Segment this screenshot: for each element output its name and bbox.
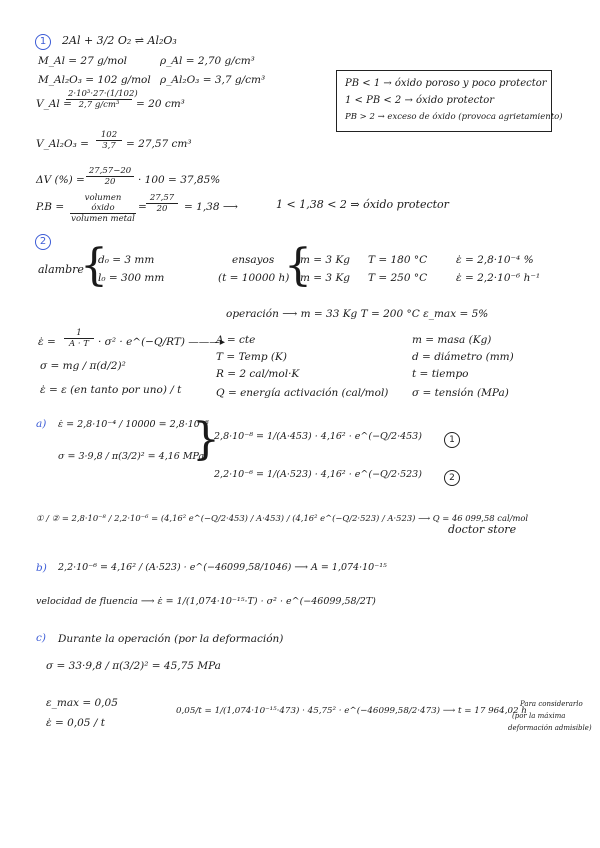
- part-c-max-strain: ε_max = 0,05: [46, 697, 118, 709]
- part-c-note-line-1: Para considerarlo: [520, 700, 583, 708]
- part-a-equation-1: 2,8·10⁻⁸ = 1/(A·453) · 4,16² · e^(−Q/2·453): [214, 431, 422, 442]
- creep-eq-fraction: [64, 328, 94, 349]
- volume-oxide-fraction: [96, 130, 122, 151]
- pb-denominator-words: volumen metal: [71, 214, 135, 224]
- density-al2o3: ρ_Al₂O₃ = 3,7 g/cm³: [160, 74, 266, 86]
- pb-criteria-line-3: PB > 2 → exceso de óxido (provoca agrietamiento): [345, 112, 563, 122]
- initial-diameter: d₀ = 3 mm: [98, 254, 155, 266]
- volume-al-denominator: 2,7 g/cm³: [78, 100, 120, 110]
- part-c-strain-rate: ε̇ = 0,05 / t: [46, 717, 105, 729]
- volume-oxide-denominator: 3,7: [102, 141, 116, 151]
- alambre-label: alambre: [38, 263, 84, 276]
- section-2-number-text: 2: [39, 236, 47, 247]
- volume-oxide-numerator: 102: [96, 130, 122, 141]
- doctor-store-note: doctor store: [448, 523, 517, 536]
- legend-t: T = Temp (K): [216, 351, 287, 363]
- part-c-title: Durante la operación (por la deformación): [58, 633, 284, 645]
- volume-al-result: = 20 cm³: [136, 98, 185, 110]
- pb-criteria-line-1: PB < 1 → óxido poroso y poco protector: [345, 78, 547, 89]
- pb-fraction-values: [146, 193, 178, 214]
- section-2-number: [35, 234, 51, 250]
- part-c-equation: 0,05/t = 1/(1,074·10⁻¹⁵·473) · 45,75² · e^(−46099,58/2·473) ⟶ t = 17 964,02 h: [176, 706, 527, 716]
- creep-velocity-equation: velocidad de fluencia ⟶ ε̇ = 1/(1,074·10⁻¹⁵·T) · σ² · e^(−46099,58/2T): [36, 596, 376, 607]
- volume-oxide-result: = 27,57 cm³: [126, 138, 192, 150]
- volume-al-fraction: [66, 89, 138, 110]
- section-1-number: [35, 34, 51, 50]
- reaction-equation: 2Al + 3/2 O₂ ⇌ Al₂O₃: [62, 34, 177, 47]
- pb-result: = 1,38 ⟶: [184, 201, 238, 213]
- part-a-label: a): [36, 418, 47, 430]
- equation-1-marker: [444, 432, 460, 448]
- initial-length: l₀ = 300 mm: [98, 272, 165, 284]
- pb-fraction-words: [70, 193, 136, 224]
- pb-numerator-words: volumen óxido: [70, 193, 136, 214]
- pb-conclusion: 1 < 1,38 < 2 ⇒ óxido protector: [276, 198, 449, 211]
- legend-m: m = masa (Kg): [412, 334, 492, 346]
- strain-rate-definition: ε̇ = ε (en tanto por uno) / t: [40, 384, 182, 396]
- volume-al-label: V_Al =: [36, 98, 72, 110]
- delta-v-denominator: 20: [104, 177, 116, 187]
- creep-eq-numerator: 1: [64, 328, 94, 339]
- part-b-equation: 2,2·10⁻⁶ = 4,16² / (A·523) · e^(−46099,58/1046) ⟶ A = 1,074·10⁻¹⁵: [58, 562, 387, 573]
- equation-1-marker-text: 1: [449, 435, 455, 445]
- legend-d: d = diámetro (mm): [412, 351, 514, 363]
- part-b-label: b): [36, 562, 47, 574]
- volume-al-numerator: 2·10³·27·(1/102): [68, 89, 138, 99]
- pb-equals: =: [138, 201, 147, 213]
- test-2-strain-rate: ε̇ = 2,2·10⁻⁶ h⁻¹: [456, 272, 541, 284]
- legend-r: R = 2 cal/mol·K: [216, 368, 300, 380]
- pb-criteria-line-2: 1 < PB < 2 → óxido protector: [345, 95, 495, 106]
- equation-2-marker-text: 2: [449, 473, 455, 483]
- test-2-temperature: T = 250 °C: [368, 272, 428, 284]
- legend-a: A = cte: [216, 334, 256, 346]
- delta-v-label: ΔV (%) =: [36, 174, 85, 186]
- operation-conditions: operación ⟶ m = 33 Kg T = 200 °C ε_max = 5%: [226, 308, 489, 320]
- part-c-note-line-3: deformación admisible): [508, 724, 592, 732]
- density-al: ρ_Al = 2,70 g/cm³: [160, 55, 255, 67]
- ratio-equation: ① / ② = 2,8·10⁻⁸ / 2,2·10⁻⁶ = (4,16² e^(−Q/2·453) / A·453) / (4,16² e^(−Q/2·523) / A·523) ⟶ Q = 46 099,58 cal/mol: [36, 513, 529, 523]
- stress-definition: σ = mg / π(d/2)²: [40, 360, 126, 372]
- ensayos-brace: {: [284, 240, 312, 291]
- delta-v-fraction: [86, 166, 134, 187]
- test-1-mass: m = 3 Kg: [300, 254, 351, 266]
- delta-v-result: · 100 = 37,85%: [138, 174, 221, 186]
- molar-mass-al: M_Al = 27 g/mol: [38, 55, 128, 67]
- ensayos-label: ensayos: [232, 254, 275, 266]
- test-1-temperature: T = 180 °C: [368, 254, 428, 266]
- part-c-note-line-2: (por la máxima: [512, 712, 566, 720]
- section-1-number-text: 1: [39, 36, 47, 47]
- delta-v-numerator: 27,57−20: [86, 166, 134, 177]
- part-a-strain-rate: ε̇ = 2,8·10⁻⁴ / 10000 = 2,8·10⁻⁸: [58, 419, 209, 430]
- ensayos-time: (t = 10000 h): [218, 272, 290, 284]
- volume-oxide-label: V_Al₂O₃ =: [36, 138, 89, 150]
- part-a-equation-2: 2,2·10⁻⁶ = 1/(A·523) · 4,16² · e^(−Q/2·523): [214, 469, 422, 480]
- part-c-stress: σ = 33·9,8 / π(3/2)² = 45,75 MPa: [46, 660, 221, 672]
- creep-eq-denominator: A · T: [69, 339, 89, 349]
- pb-label: P.B =: [36, 201, 65, 213]
- pb-denominator-value: 20: [156, 204, 168, 214]
- creep-eq-label: ε̇ =: [38, 336, 56, 348]
- creep-eq-rest: · σ² · e^(−Q/RT) ———▸: [98, 336, 226, 348]
- legend-sigma: σ = tensión (MPa): [412, 387, 509, 399]
- pb-numerator-value: 27,57: [146, 193, 178, 204]
- pb-criteria-box: [336, 70, 563, 132]
- legend-time: t = tiempo: [412, 368, 469, 380]
- alambre-brace: {: [80, 240, 108, 291]
- legend-q: Q = energía activación (cal/mol): [216, 387, 389, 399]
- part-c-label: c): [36, 632, 46, 644]
- part-a-brace: }: [192, 414, 220, 465]
- test-2-mass: m = 3 Kg: [300, 272, 351, 284]
- test-1-strain-rate: ε̇ = 2,8·10⁻⁴ %: [456, 254, 534, 266]
- equation-2-marker: [444, 470, 460, 486]
- molar-mass-al2o3: M_Al₂O₃ = 102 g/mol: [38, 74, 151, 86]
- part-a-stress: σ = 3·9,8 / π(3/2)² = 4,16 MPa: [58, 451, 205, 462]
